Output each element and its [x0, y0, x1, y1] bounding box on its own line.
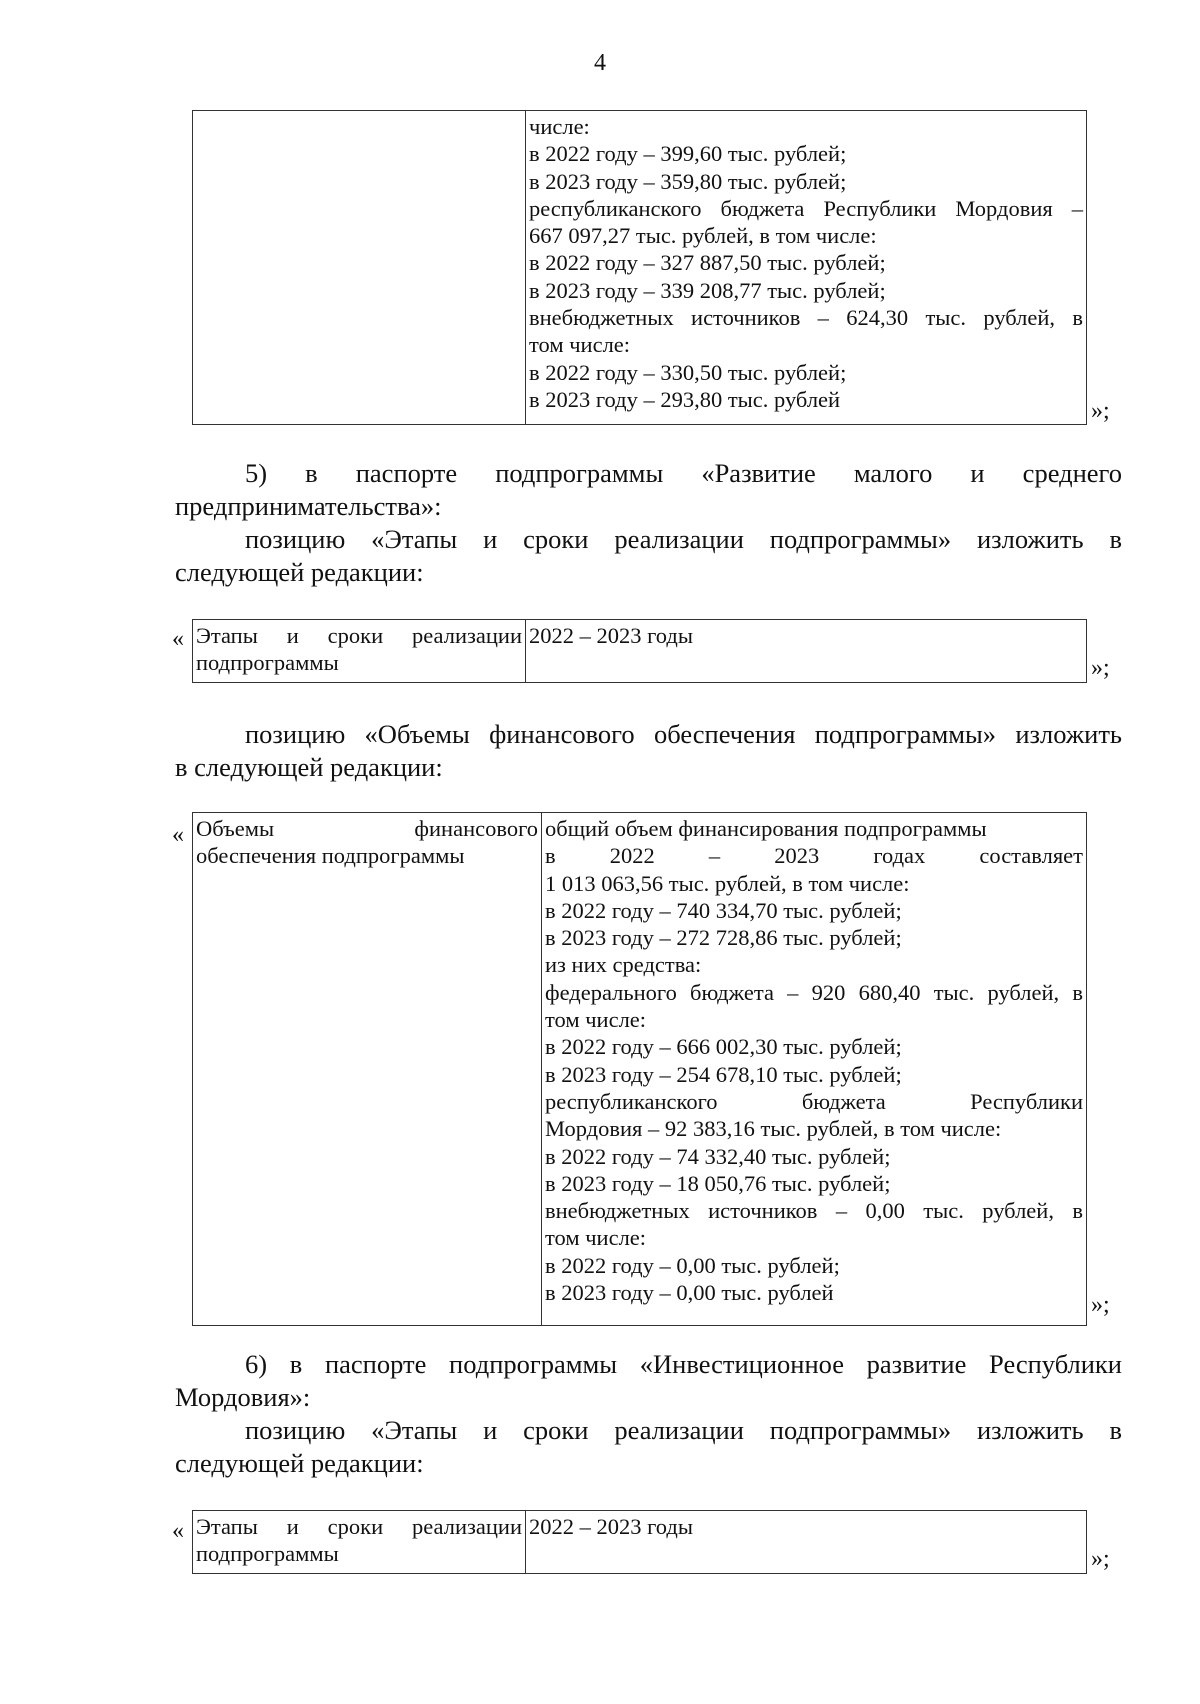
cell-line: в 2023 году – 359,80 тыс. рублей; [529, 168, 847, 194]
cell-line: в 2023 году – 293,80 тыс. рублей [529, 386, 841, 412]
cell-line: числе: [529, 114, 590, 139]
paragraph-line: следующей редакции: [175, 557, 424, 587]
cell-line: в 2023 году – 272 728,86 тыс. рублей; [545, 925, 902, 951]
cell-line: в 2022 году – 330,50 тыс. рублей; [529, 359, 847, 385]
financing-table [192, 812, 1087, 1326]
cell-line: республиканского бюджета Республики [545, 1088, 1083, 1114]
cell-line: в 2023 году – 0,00 тыс. рублей [545, 1280, 834, 1306]
cell-line: 2022 – 2023 годы [529, 1514, 693, 1539]
paragraph-line: в следующей редакции: [175, 752, 443, 782]
cell-line: подпрограммы [196, 1541, 339, 1567]
cell-line: в 2022 году – 327 887,50 тыс. рублей; [529, 250, 886, 276]
paragraph-line: позицию «Объемы финансового обеспечения подпрограммы» изложить [245, 719, 1122, 749]
opening-quote: « [172, 1518, 184, 1544]
cell-line: общий объем финансирования подпрограммы [545, 816, 987, 841]
cell-line: обеспечения подпрограммы [196, 843, 465, 869]
paragraph-line: позицию «Этапы и сроки реализации подпрограммы» изложить в [245, 524, 1122, 554]
paragraph-line: следующей редакции: [175, 1448, 424, 1478]
stages-table [192, 1510, 1087, 1574]
paragraph-6 [175, 1348, 1122, 1480]
table-cell-right [526, 1511, 1087, 1574]
cell-line: том числе: [529, 332, 631, 358]
paragraph-line: 5) в паспорте подпрограммы «Развитие малого и среднего [245, 458, 1122, 488]
stages-table [192, 619, 1087, 683]
cell-line: внебюджетных источников – 624,30 тыс. рублей, в [529, 305, 1083, 331]
table-cell-right [526, 620, 1087, 683]
paragraph-line: позицию «Этапы и сроки реализации подпрограммы» изложить в [245, 1415, 1122, 1445]
table-cell-left [193, 111, 526, 425]
cell-line: в 2023 году – 339 208,77 тыс. рублей; [529, 277, 886, 303]
cell-line: 667 097,27 тыс. рублей, в том числе: [529, 223, 877, 249]
cell-line: из них средства: [545, 952, 702, 978]
cell-line: в 2023 году – 254 678,10 тыс. рублей; [545, 1061, 902, 1087]
cell-line: в 2022 году – 740 334,70 тыс. рублей; [545, 897, 902, 923]
cell-line: 1 013 063,56 тыс. рублей, в том числе: [545, 870, 910, 896]
cell-line: Объемы финансового [196, 816, 538, 841]
cell-line: подпрограммы [196, 650, 339, 676]
cell-line: республиканского бюджета Республики Мордовия – [529, 195, 1083, 221]
table-cell-right [542, 813, 1087, 1326]
closing-quote: »; [1091, 1546, 1110, 1572]
cell-line: том числе: [545, 1007, 647, 1033]
cell-line: 2022 – 2023 годы [529, 623, 693, 648]
closing-quote: »; [1091, 655, 1110, 681]
cell-line: внебюджетных источников – 0,00 тыс. рублей, в [545, 1198, 1083, 1224]
funding-table-continuation [192, 110, 1087, 425]
table-cell-right [526, 111, 1087, 425]
page-number: 4 [594, 50, 606, 76]
paragraph-line: предпринимательства»: [175, 491, 442, 521]
cell-line: в 2023 году – 18 050,76 тыс. рублей; [545, 1170, 891, 1196]
cell-line: в 2022 – 2023 годах составляет [545, 843, 1083, 869]
cell-line: федерального бюджета – 920 680,40 тыс. рублей, в [545, 979, 1083, 1005]
paragraph-5 [175, 457, 1122, 589]
paragraph-volumes [175, 718, 1122, 784]
table-cell-left [193, 813, 542, 1326]
cell-line: в 2022 году – 399,60 тыс. рублей; [529, 141, 847, 167]
cell-line: Мордовия – 92 383,16 тыс. рублей, в том числе: [545, 1116, 1002, 1142]
paragraph-line: 6) в паспорте подпрограммы «Инвестиционное развитие Республики [245, 1349, 1122, 1379]
cell-line: том числе: [545, 1225, 647, 1251]
cell-line: Этапы и сроки реализации [196, 1514, 522, 1539]
cell-line: Этапы и сроки реализации [196, 623, 522, 648]
cell-line: в 2022 году – 0,00 тыс. рублей; [545, 1252, 840, 1278]
cell-line: в 2022 году – 666 002,30 тыс. рублей; [545, 1034, 902, 1060]
closing-quote: »; [1091, 1292, 1110, 1318]
cell-line: в 2022 году – 74 332,40 тыс. рублей; [545, 1143, 891, 1169]
table-cell-left [193, 1511, 526, 1574]
opening-quote: « [172, 626, 184, 652]
table-cell-left [193, 620, 526, 683]
closing-quote: »; [1091, 398, 1110, 424]
paragraph-line: Мордовия»: [175, 1382, 311, 1412]
opening-quote: « [172, 822, 184, 848]
